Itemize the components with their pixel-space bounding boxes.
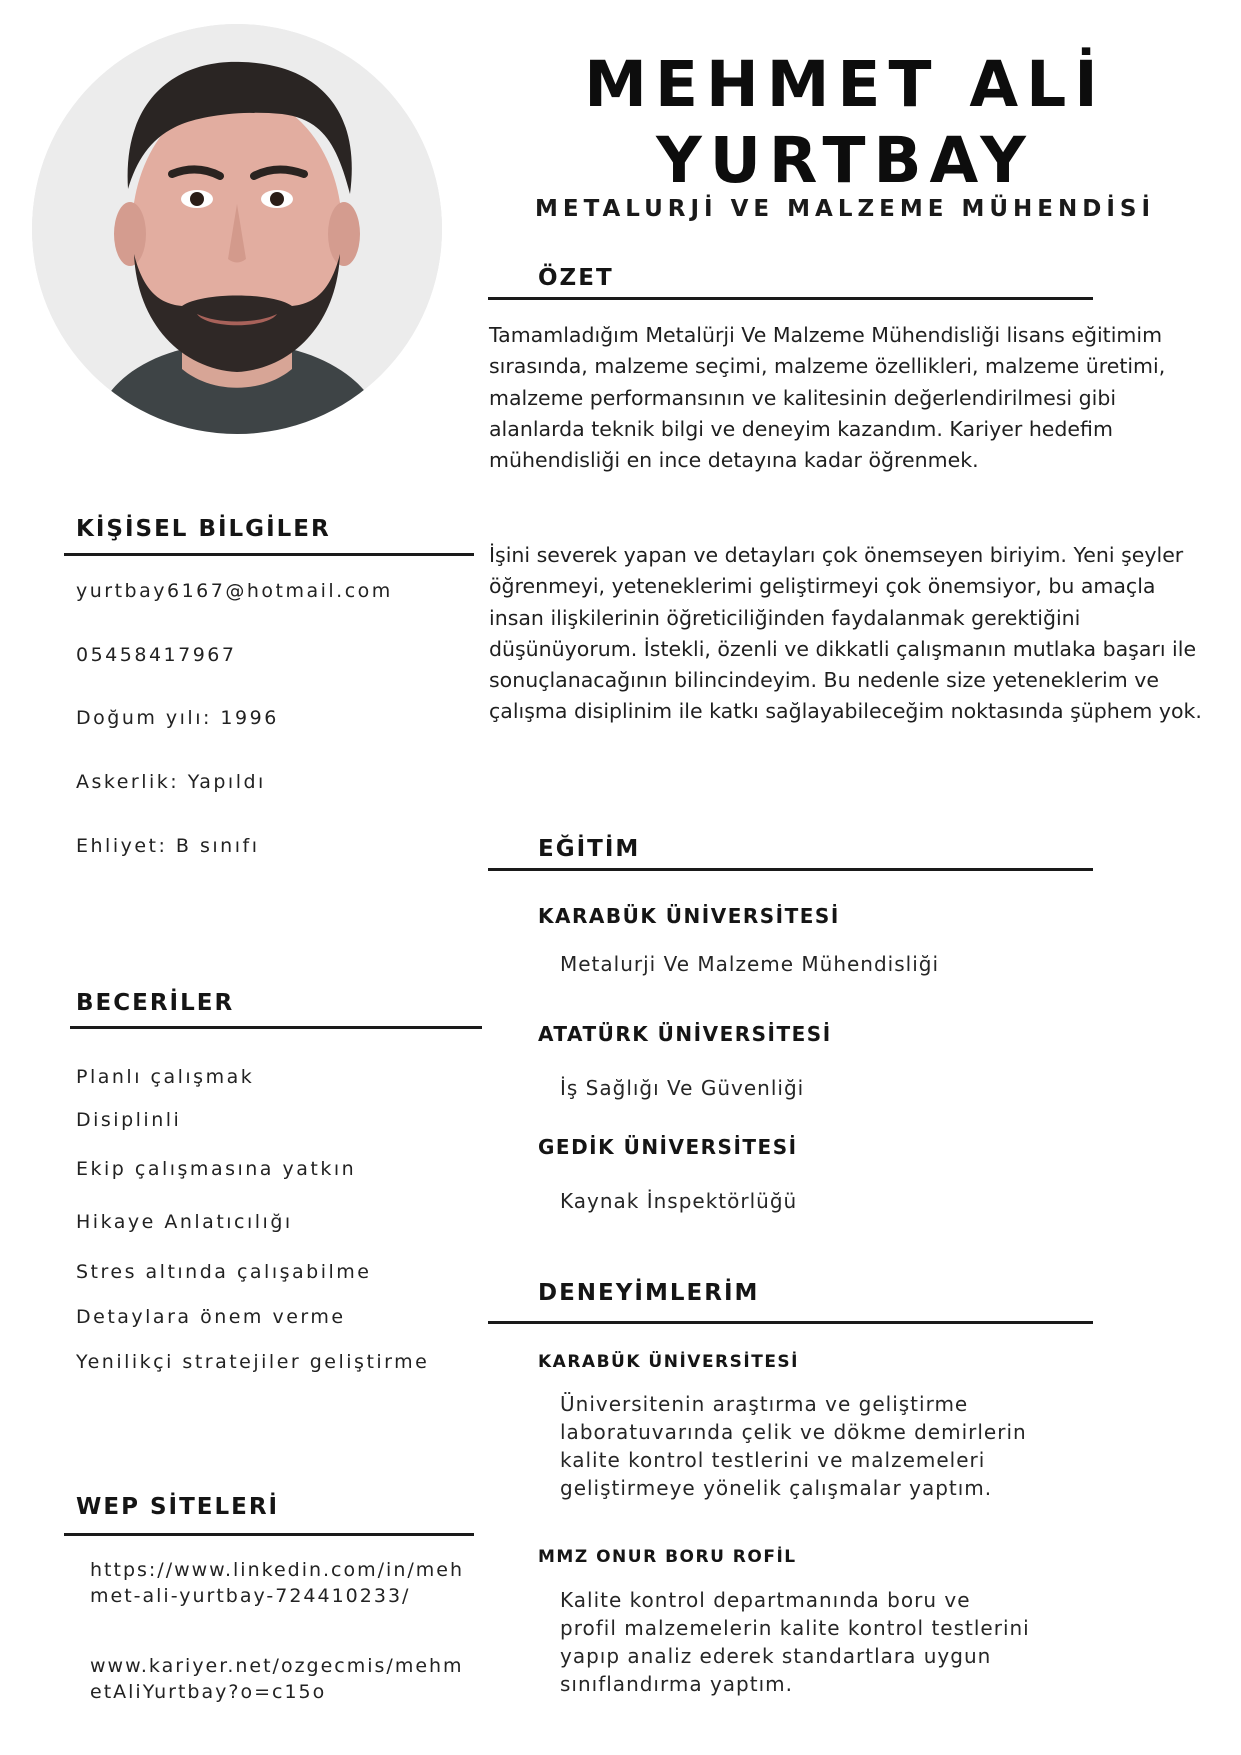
phone-text: 05458417967 bbox=[76, 644, 237, 666]
driver-license-text: Ehliyet: B sınıfı bbox=[76, 835, 260, 857]
education-department: İş Sağlığı Ve Güvenliği bbox=[560, 1076, 805, 1100]
experience-company: KARABÜK ÜNİVERSİTESİ bbox=[538, 1352, 799, 1372]
summary-paragraph-2: İşini severek yapan ve detayları çok önemseyen biriyim. Yeni şeyler öğrenmeyi, yeteneklerimi geliştirmeyi çok önemsiyor, bu amaçla insan ilişkilerinin öğreticiliğinden faydalanmak gerektiğini düşünüyorum. İstekli, özenli ve dikkatli çalışmanın mutlaka başarı ile sonuçlanacağının bilincindeyim. Bu nedenle size yeteneklerim ve çalışma disiplinim ile katkı sağlayabileceğim noktasında şüphem yok. bbox=[489, 543, 1202, 724]
experience-rule bbox=[488, 1321, 1093, 1324]
summary-rule bbox=[488, 297, 1093, 300]
skill-item: Hikaye Anlatıcılığı bbox=[76, 1211, 293, 1233]
portrait-image bbox=[32, 24, 442, 434]
birth-year-text: Doğum yılı: 1996 bbox=[76, 707, 279, 729]
summary-paragraph-1: Tamamladığım Metalürji Ve Malzeme Mühendisliği lisans eğitimim sırasında, malzeme seçimi, malzeme özellikleri, malzeme üretimi, malzeme performansının ve kalitesinin değerlendirilmesi gibi alanlarda teknik bilgi ve deneyim kazandım. Kariyer hedefim mühendisliği en ince detayına kadar öğrenmek. bbox=[489, 323, 1166, 473]
personal-info-title: KİŞİSEL BİLGİLER bbox=[76, 516, 331, 542]
education-school: GEDİK ÜNİVERSİTESİ bbox=[538, 1135, 798, 1159]
education-school: ATATÜRK ÜNİVERSİTESİ bbox=[538, 1022, 832, 1046]
websites-title: WEP SİTELERİ bbox=[76, 1494, 280, 1520]
skill-item: Planlı çalışmak bbox=[76, 1066, 255, 1088]
military-status-text: Askerlik: Yapıldı bbox=[76, 771, 266, 793]
email-text: yurtbay6167@hotmail.com bbox=[76, 580, 393, 602]
linkedin-link[interactable]: https://www.linkedin.com/in/mehmet-ali-yurtbay-724410233/ bbox=[90, 1559, 464, 1607]
skill-item: Yenilikçi stratejiler geliştirme bbox=[76, 1351, 430, 1373]
summary-title: ÖZET bbox=[538, 265, 614, 291]
education-department: Metalurji Ve Malzeme Mühendisliği bbox=[560, 952, 940, 976]
skills-title: BECERİLER bbox=[76, 990, 235, 1016]
skill-item: Detaylara önem verme bbox=[76, 1306, 346, 1328]
education-school: KARABÜK ÜNİVERSİTESİ bbox=[538, 904, 840, 928]
skill-item: Stres altında çalışabilme bbox=[76, 1261, 372, 1283]
skill-item: Ekip çalışmasına yatkın bbox=[76, 1158, 357, 1180]
skill-item: Disiplinli bbox=[76, 1109, 182, 1131]
profile-photo bbox=[32, 24, 442, 434]
education-title: EĞİTİM bbox=[538, 836, 641, 862]
kariyer-link[interactable]: www.kariyer.net/ozgecmis/mehmetAliYurtbay?o=c15o bbox=[90, 1655, 464, 1703]
experience-title: DENEYİMLERİM bbox=[538, 1280, 760, 1306]
skills-rule bbox=[70, 1026, 482, 1029]
education-rule bbox=[488, 868, 1093, 871]
job-title: METALURJİ VE MALZEME MÜHENDİSİ bbox=[534, 196, 1156, 222]
personal-info-rule bbox=[64, 553, 474, 556]
education-department: Kaynak İnspektörlüğü bbox=[560, 1189, 798, 1213]
name-last-line: YURTBAY bbox=[656, 124, 1034, 197]
experience-company: MMZ ONUR BORU ROFİL bbox=[538, 1547, 797, 1567]
websites-rule bbox=[64, 1533, 474, 1536]
experience-description: Kalite kontrol departmanında boru ve profil malzemelerin kalite kontrol testlerini yapıp analiz ederek standartlara uygun sınıflandırma yaptım. bbox=[560, 1588, 1030, 1696]
experience-description: Üniversitenin araştırma ve geliştirme laboratuvarında çelik ve dökme demirlerin kalite kontrol testlerini ve malzemeleri geliştirmeye yönelik çalışmalar yaptım. bbox=[560, 1392, 1027, 1500]
name-first-line: MEHMET ALİ bbox=[584, 48, 1106, 121]
